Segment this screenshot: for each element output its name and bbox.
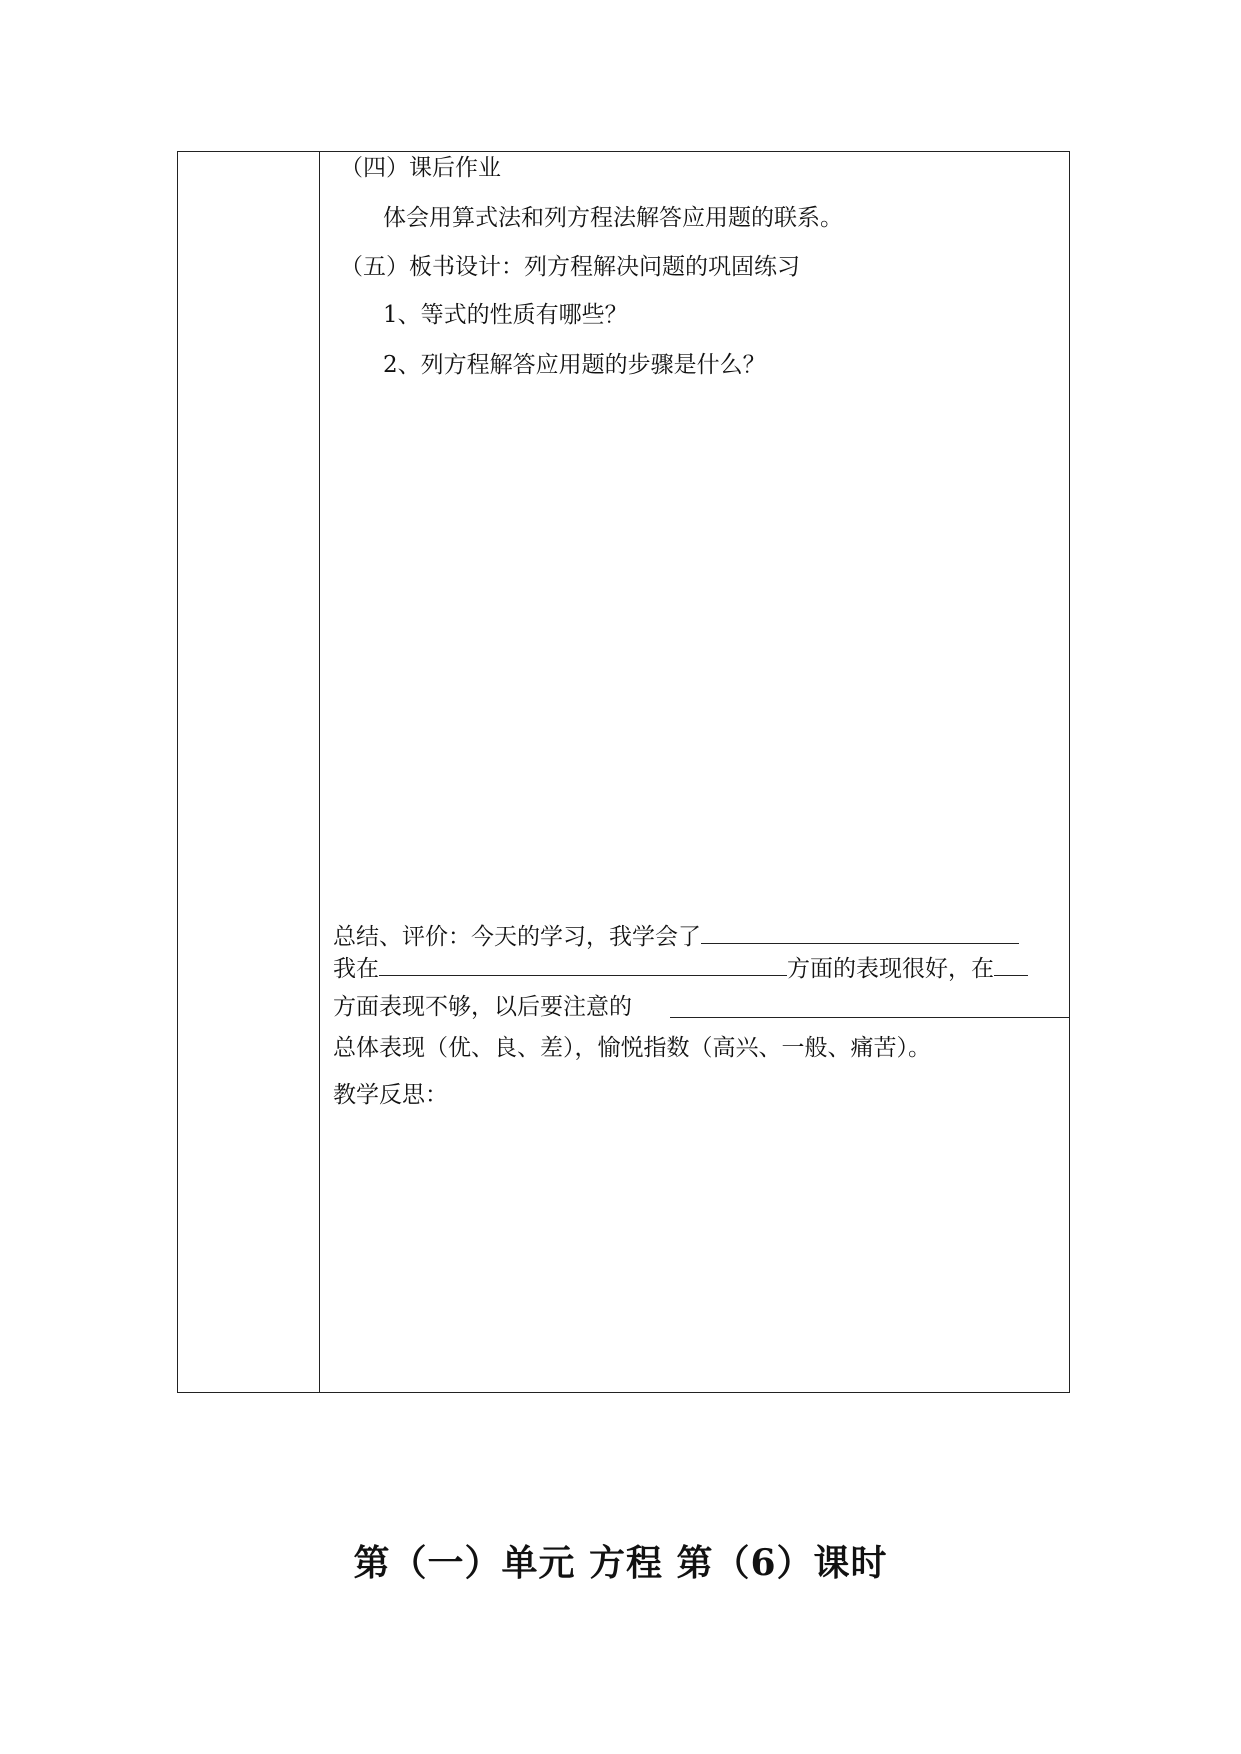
summary-prompt-i-in: 我在: [333, 956, 379, 982]
weak-area-blank[interactable]: [994, 953, 1028, 976]
board-design-heading: （五）板书设计：列方程解决问题的巩固练习: [340, 254, 800, 280]
board-item-2: 2、列方程解答应用题的步骤是什么？: [383, 352, 766, 378]
summary-prompt-learned: 总结、评价：今天的学习，我学会了: [333, 924, 701, 950]
homework-text: 体会用算式法和列方程法解答应用题的联系。: [383, 205, 843, 231]
summary-line-1: [333, 921, 1019, 951]
page-title: 第（一）单元 方程 第（6）课时: [353, 1542, 888, 1584]
summary-line-4: 总体表现（优、良、差），愉悦指数（高兴、一般、痛苦）。: [333, 1035, 931, 1061]
summary-line-2: [333, 953, 1028, 983]
good-area-blank[interactable]: [379, 953, 787, 976]
homework-heading: （四）课后作业: [340, 155, 501, 181]
teaching-reflection-label: 教学反思：: [333, 1082, 448, 1108]
learned-blank[interactable]: [701, 921, 1019, 944]
table-column-divider: [319, 151, 320, 1393]
summary-prompt-good: 方面的表现很好，在: [787, 956, 994, 982]
lesson-table: [177, 151, 1070, 1393]
attention-blank[interactable]: [670, 1017, 1070, 1018]
board-item-1: 1、等式的性质有哪些？: [383, 302, 628, 328]
summary-line-3: 方面表现不够，以后要注意的: [333, 994, 632, 1020]
